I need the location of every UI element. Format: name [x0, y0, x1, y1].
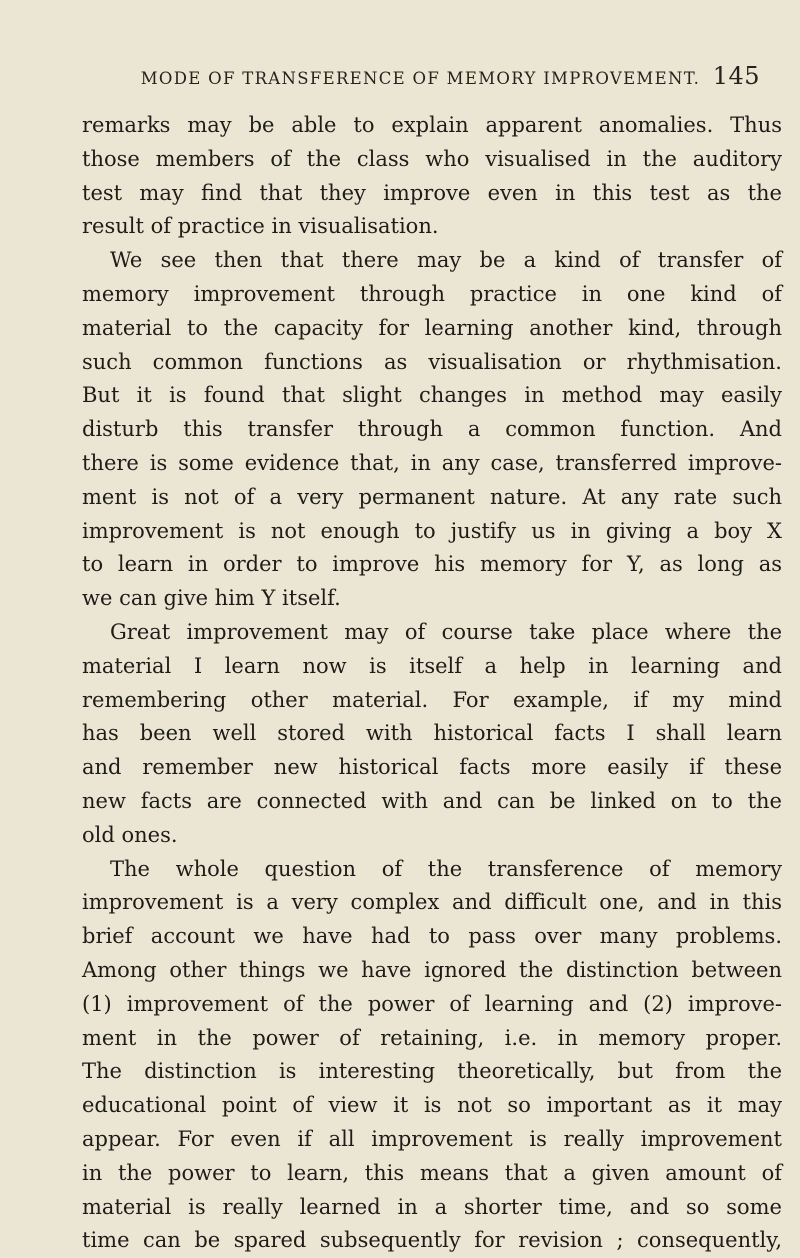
text-line: The distinction is interesting theoretically, but from the — [82, 1059, 782, 1084]
text-line: remembering other material. For example, if my mind — [82, 687, 782, 712]
text-line: has been well stored with historical facts I shall learn — [82, 721, 782, 746]
text-line: brief account we have had to pass over many problems. — [82, 924, 782, 949]
text-line: material is really learned in a shorter time, and so some — [82, 1194, 782, 1219]
text-line: educational point of view it is not so important as it may — [82, 1093, 782, 1118]
text-line: Great improvement may of course take place where the — [110, 619, 782, 644]
text-line: we can give him Y itself. — [82, 586, 341, 611]
text-line: such common functions as visualisation or rhythmisation. — [82, 349, 782, 374]
text-line: material to the capacity for learning another kind, through — [82, 315, 782, 340]
text-line: new facts are connected with and can be linked on to the — [82, 788, 782, 813]
text-line: The whole question of the transference of memory — [110, 856, 782, 881]
page-number: 145 — [712, 62, 760, 90]
text-line: to learn in order to improve his memory for Y, as long as — [82, 552, 782, 577]
running-header — [60, 62, 760, 90]
text-line: appear. For even if all improvement is really improvement — [82, 1126, 782, 1151]
body-text — [82, 109, 782, 1258]
text-line: But it is found that slight changes in method may easily — [82, 383, 782, 408]
text-line: improvement is a very complex and difficult one, and in this — [82, 890, 782, 915]
text-line: old ones. — [82, 822, 178, 847]
text-line: in the power to learn, this means that a given amount of — [82, 1160, 782, 1185]
text-line: Among other things we have ignored the distinction between — [82, 957, 782, 982]
text-line: material I learn now is itself a help in learning and — [82, 653, 782, 678]
text-line: We see then that there may be a kind of transfer of — [110, 248, 782, 273]
text-line: remarks may be able to explain apparent anomalies. Thus — [82, 113, 782, 137]
text-line: and remember new historical facts more easily if these — [82, 755, 782, 780]
text-line: test may find that they improve even in this test as the — [82, 180, 782, 205]
text-line: memory improvement through practice in one kind of — [82, 281, 782, 306]
text-line: ment is not of a very permanent nature. At any rate such — [82, 484, 782, 509]
text-line: ment in the power of retaining, i.e. in memory proper. — [82, 1025, 782, 1050]
text-line: result of practice in visualisation. — [82, 214, 439, 239]
text-line: improvement is not enough to justify us in giving a boy X — [82, 518, 782, 543]
text-line: (1) improvement of the power of learning and (2) improve- — [82, 991, 782, 1016]
text-line: disturb this transfer through a common function. And — [82, 417, 782, 442]
text-line: those members of the class who visualised in the auditory — [82, 146, 782, 171]
text-line: time can be spared subsequently for revision ; consequently, — [82, 1228, 782, 1253]
running-title: MODE OF TRANSFERENCE OF MEMORY IMPROVEMENT. — [140, 69, 701, 88]
text-line: there is some evidence that, in any case, transferred improve- — [82, 450, 782, 475]
